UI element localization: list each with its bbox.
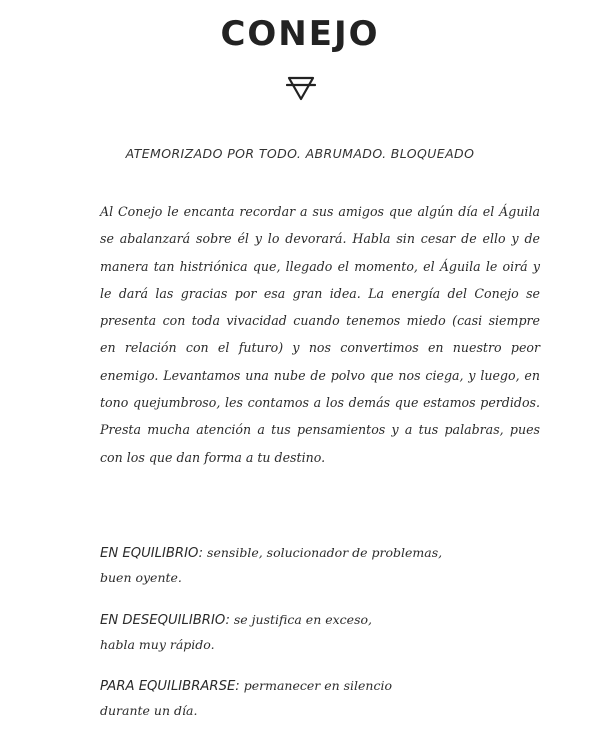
card-subtitle: ATEMORIZADO POR TODO. ABRUMADO. BLOQUEADO [125,146,475,161]
balance-text: permanecer en silencio [243,678,392,693]
balance-text: buen oyente. [100,570,182,585]
balance-label: EN DESEQUILIBRIO: [100,613,230,628]
balance-text: durante un día. [100,703,198,718]
card-title: CONEJO [220,14,380,54]
balance-to-rebalance [100,674,550,723]
balance-text: se justifica en exceso, [233,612,372,627]
balance-text: sensible, solucionador de problemas, [207,545,443,560]
earth-element-triangle-icon [286,74,316,102]
balance-in-equilibrium [100,541,550,590]
balance-label: PARA EQUILIBRARSE: [100,679,240,694]
balance-out-of-equilibrium [100,608,550,657]
card-description [100,198,540,471]
description-paragraph: Al Conejo le encanta recordar a sus amigos que algún día el Águila se abalanzará sobre él y lo devorará. Habla sin cesar de ello y de manera tan histriónica que, llegado el momento, el Águila le oirá y le dará las gracias por esa gran idea. La energía del Conejo se presenta con toda vivacidad cuando tenemos miedo (casi siempre en relación con el futuro) y nos convertimos en nuestro peor enemigo. Levantamos una nube de polvo que nos ciega, y luego, en tono quejumbroso, les contamos a los demás que estamos perdidos. Presta mucha atención a tus pensamientos y a tus palabras, pues con los que dan forma a tu destino. [100,204,540,465]
balance-text: habla muy rápido. [100,637,215,652]
balance-label: EN EQUILIBRIO: [100,546,204,561]
